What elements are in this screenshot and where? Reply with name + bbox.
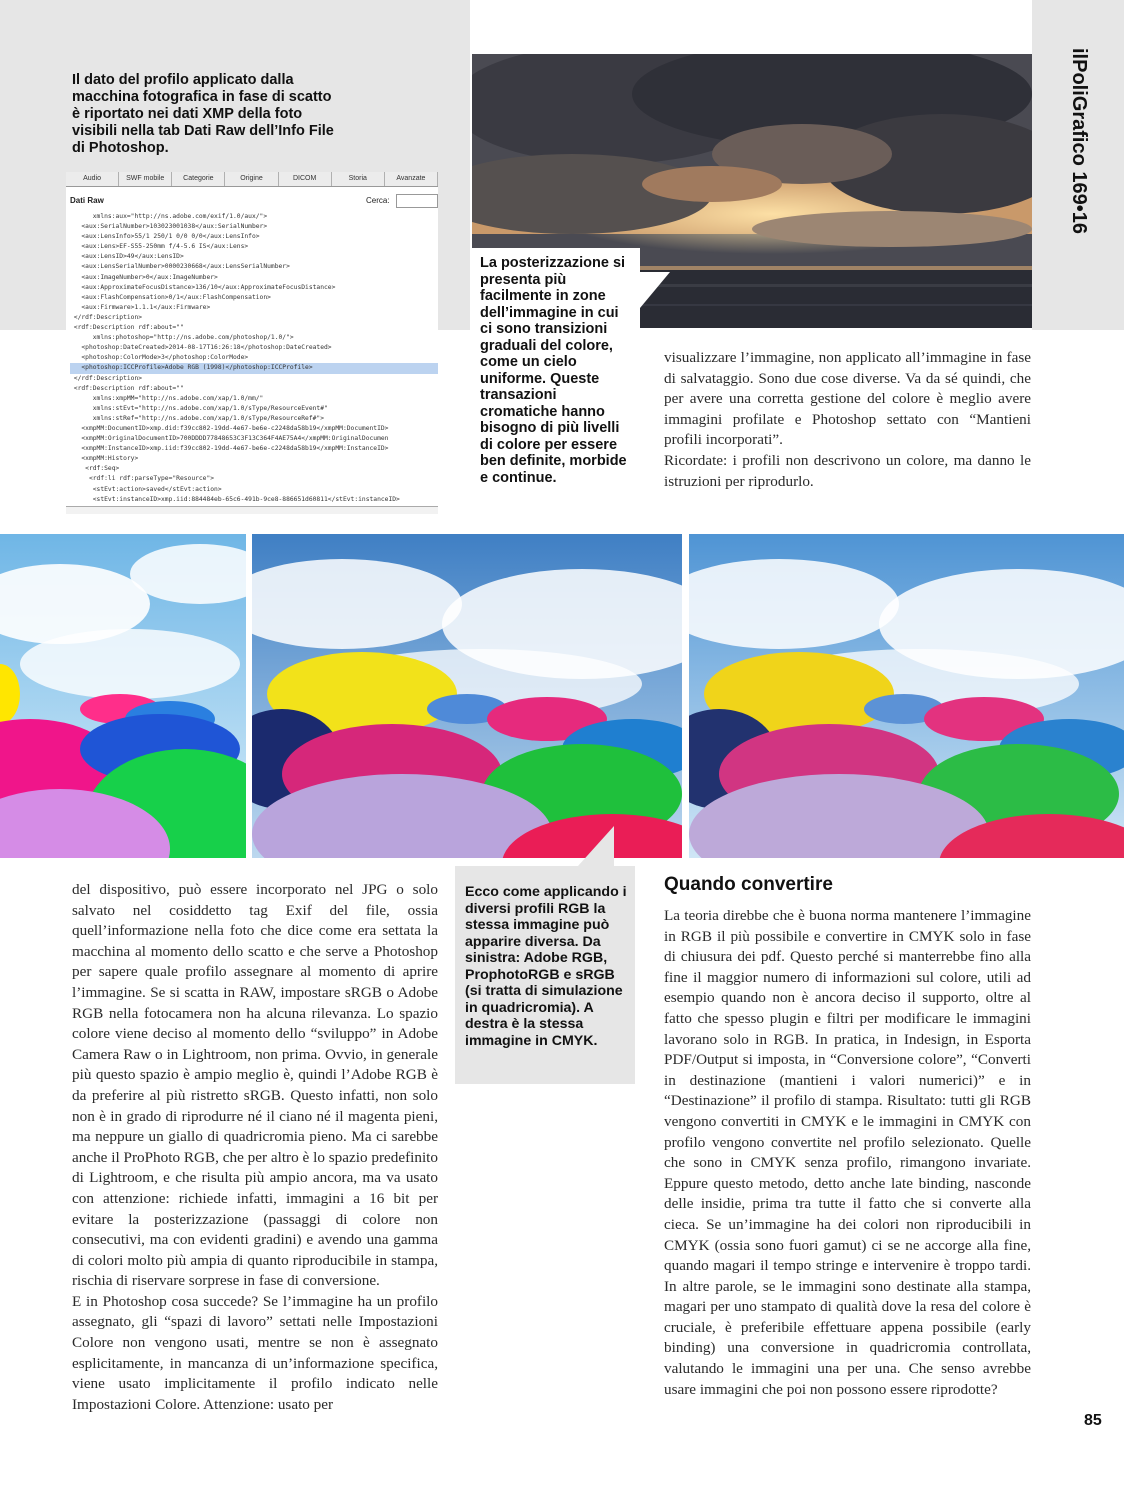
- xmp-line: <aux:SerialNumber>103023001038</aux:SerialNumber>: [70, 223, 268, 231]
- page-number: 85: [1084, 1412, 1102, 1429]
- xmp-line: <stEvt:action>saved</stEvt:action>: [70, 485, 222, 493]
- umbrella-photo-prophoto-rgb: [252, 534, 682, 858]
- info-file-tabs: [66, 172, 438, 187]
- caption-pointer: [640, 272, 670, 308]
- xmp-line: <aux:LensInfo>55/1 250/1 0/0 0/0</aux:LensInfo>: [70, 233, 260, 241]
- xmp-line: xmlns:stRef="http://ns.adobe.com/xap/1.0/sType/ResourceRef#">: [70, 414, 325, 422]
- xmp-line: xmlns:photoshop="http://ns.adobe.com/photoshop/1.0/">: [70, 334, 294, 342]
- tab-avanzate[interactable]: Avanzate: [385, 172, 438, 186]
- search-input[interactable]: [396, 194, 438, 208]
- xmp-line: <photoshop:ColorMode>3</photoshop:ColorMode>: [70, 354, 249, 362]
- tab-swf-mobile[interactable]: SWF mobile: [119, 172, 172, 186]
- paragraph: visualizzare l’immagine, non applicato all’immagine in fase di salvataggio. Sono due cose diverse. Va da sé quindi, che per avere una corretta gestione del colore è meglio avere immagini profilate e Photoshop settato con “Mantieni profili incorporati”.: [664, 349, 1031, 449]
- article-column-left: [72, 880, 438, 1415]
- paragraph: La teoria direbbe che è buona norma mantenere l’immagine in RGB il più possibile e convertire in CMYK solo in fase di chiusura dei pdf. Questo perché si manterrebbe fino alla fine il maggior numero di informazioni sul colore, utili ad esempio quando non è ancora deciso il supporto, oltre al fatto che spesso plugin e filtri per modificare le immagini lavorano solo in RGB. In pratica, in Indesign, in Esporta PDF/Output si imposta, in “Conversione colore”, “Converti in destinazione (mantieni i valori numerici)” e in “Destinazione” il profilo di stampa. Risultato: tutti gli RGB vengono convertiti in CMYK e le immagini in CMYK con profilo vengono convertite nel profilo selezionato. Quelle che sono in CMYK senza profilo, rimangono invariate. Eppure questo metodo, detto anche late binding, nasconde delle insidie, prima tra tutte il fatto che si converte alla cieca. Se un’immagine ha dei colori non riproducibili in CMYK (ossia sono fuori gamut) ci se ne accorge alla fine, quando magari il tempo stringe e intervenire è troppo tardi. In altre parole, se le immagini sono destinate alla stampa, magari per uno stampato di qualità dove la resa del colore è cruciale, è preferibile effettuare appena possibile (early binding) una conversione in quadricromia controllata, valutando le immagini una per una. Che senso avrebbe usare immagini che poi non possono essere riprodotte?: [664, 907, 1031, 1398]
- xmp-line: <rdf:Seq>: [70, 465, 120, 473]
- xmp-line: <rdf:Description rdf:about="": [70, 384, 184, 392]
- article-column-right: [664, 906, 1031, 1400]
- tab-storia[interactable]: Storia: [332, 172, 385, 186]
- xmp-line: <aux:ImageNumber>0</aux:ImageNumber>: [70, 273, 218, 281]
- paragraph: Ricordate: i profili non descrivono un colore, ma danno le istruzioni per riprodurlo.: [664, 451, 1031, 490]
- xmp-line: <aux:LensSerialNumber>0000230668</aux:LensSerialNumber>: [70, 263, 290, 271]
- xmp-line: xmlns:stEvt="http://ns.adobe.com/xap/1.0/sType/ResourceEvent#": [70, 404, 328, 412]
- xmp-highlighted-line: <photoshop:ICCProfile>Adobe RGB (1998)</photoshop:ICCProfile>: [70, 363, 438, 373]
- tab-audio[interactable]: Audio: [66, 172, 119, 186]
- xmp-line: <aux:Lens>EF-S55-250mm f/4-5.6 IS</aux:Lens>: [70, 243, 249, 251]
- caption-pointer: [578, 826, 614, 866]
- horizontal-scrollbar[interactable]: [66, 506, 438, 514]
- article-column-right-top: [664, 348, 1031, 492]
- tab-origine[interactable]: Origine: [225, 172, 278, 186]
- paragraph: del dispositivo, può essere incorporato nel JPG o solo salvato nel cosiddetto tag Exif del file, ossia quell’informazione nella foto che dice come era settata la macchina al momento dello scatto e che serve a Photoshop per sapere quale profilo assegnare al momento di aprire l’immagine. Se si scatta in RAW, impostare sRGB o Adobe RGB nella fotocamera non ha alcuna rilevanza. Lo spazio colore viene deciso al momento dello “sviluppo” in Adobe Camera Raw o in Lightroom, non prima. Ovvio, in generale più questo spazio è ampio meglio è, quindi l’Adobe RGB è da preferire al più ristretto sRGB. Questo infatti, non solo non è in grado di riprodurre né il ciano né il magenta pieni, ma neppure un giallo di quadricromia pieno. Ma ci sarebbe anche il ProPhoto RGB, che per altro è lo spazio predefinito di Lightroom, e che risulta più ampio ancora, ma va usato con attenzione: richiede infatti, immagini a 16 bit per evitare la posterizzazione (passaggi di colore non consecutivi, ma con evidenti gradini) e avendo una gamma di colori molto più ampia di quanto riproducibile in stampa, rischia di riservare sorprese in fase di conversione.: [72, 881, 438, 1290]
- xmp-code: [70, 212, 438, 514]
- paragraph: E in Photoshop cosa succede? Se l’immagine ha un profilo assegnato, gli “spazi di lavoro” settati nelle Impostazioni Colore non vengono usati, mentre se non è assegnato esplicitamente, in mancanza di un’informazione specifica, viene usato implicitamente il profilo indicato nelle Impostazioni Colore. Attenzione: usato per: [72, 1292, 438, 1413]
- xmp-line: <photoshop:DateCreated>2014-08-17T16:26:18</photoshop:DateCreated>: [70, 344, 332, 352]
- xmp-line: <rdf:Description rdf:about="": [70, 324, 184, 332]
- xmp-line: <stEvt:instanceID>xmp.iid:884484eb-65c6-491b-9ce8-886651d60811</stEvt:instanceID>: [70, 495, 400, 503]
- xmp-line: <aux:LensID>49</aux:LensID>: [70, 253, 184, 261]
- xmp-line: </rdf:Description>: [70, 313, 143, 321]
- caption-umbrellas: Ecco come applicando i diversi profili RGB la stessa immagine può apparire diversa. Da sinistra: Adobe RGB, ProphotoRGB e sRGB (si tratta di simulazione in quadricromia). A destra è la stessa immagine in CMYK.: [465, 884, 627, 1049]
- magazine-title: ilPoliGrafico 169•16: [1068, 48, 1090, 234]
- xmp-line: xmlns:aux="http://ns.adobe.com/exif/1.0/aux/">: [70, 213, 268, 220]
- search-label: Cerca:: [366, 196, 390, 205]
- xmp-line: <rdf:li rdf:parseType="Resource">: [70, 475, 215, 483]
- xmp-line: <xmpMM:History>: [70, 455, 139, 463]
- tab-categorie[interactable]: Categorie: [172, 172, 225, 186]
- section-heading: Quando convertire: [664, 874, 833, 895]
- xmp-line: <xmpMM:OriginalDocumentID>700DDDD77848653C3F13C364F4AE75A4</xmpMM:OriginalDocumen: [70, 435, 389, 443]
- xmp-line: </rdf:Description>: [70, 374, 143, 382]
- xmp-line: <aux:FlashCompensation>0/1</aux:FlashCompensation>: [70, 293, 271, 301]
- xmp-line: xmlns:xmpMM="http://ns.adobe.com/xap/1.0/mm/": [70, 394, 264, 402]
- umbrella-photo-srgb: [689, 534, 1124, 858]
- caption-xmp: Il dato del profilo applicato dalla macchina fotografica in fase di scatto è riportato nei dati XMP della foto visibili nella tab Dati Raw dell’Info File di Photoshop.: [72, 72, 334, 156]
- xmp-line: <aux:Firmware>1.1.1</aux:Firmware>: [70, 303, 211, 311]
- umbrella-photo-adobe-rgb: [0, 534, 246, 858]
- xmp-line: <xmpMM:InstanceID>xmp.iid:f39cc802-19dd-4e67-be6e-c2248da58b19</xmpMM:InstanceID>: [70, 445, 389, 453]
- xmp-line: <aux:ApproximateFocusDistance>136/10</aux:ApproximateFocusDistance>: [70, 283, 336, 291]
- tab-dicom[interactable]: DICOM: [279, 172, 332, 186]
- xmp-line: <xmpMM:DocumentID>xmp.did:f39cc802-19dd-4e67-be6e-c2248da58b19</xmpMM:DocumentID>: [70, 424, 389, 432]
- caption-sunset: La posterizzazione si presenta più facilmente in zone dell’immagine in cui ci sono transizioni graduali del colore, come un cielo uniforme. Queste transazioni cromatiche hanno bisogno di più livelli di colore per essere ben definite, morbide e continue.: [480, 255, 627, 486]
- panel-title: Dati Raw: [70, 196, 104, 205]
- info-file-screenshot: [66, 172, 438, 514]
